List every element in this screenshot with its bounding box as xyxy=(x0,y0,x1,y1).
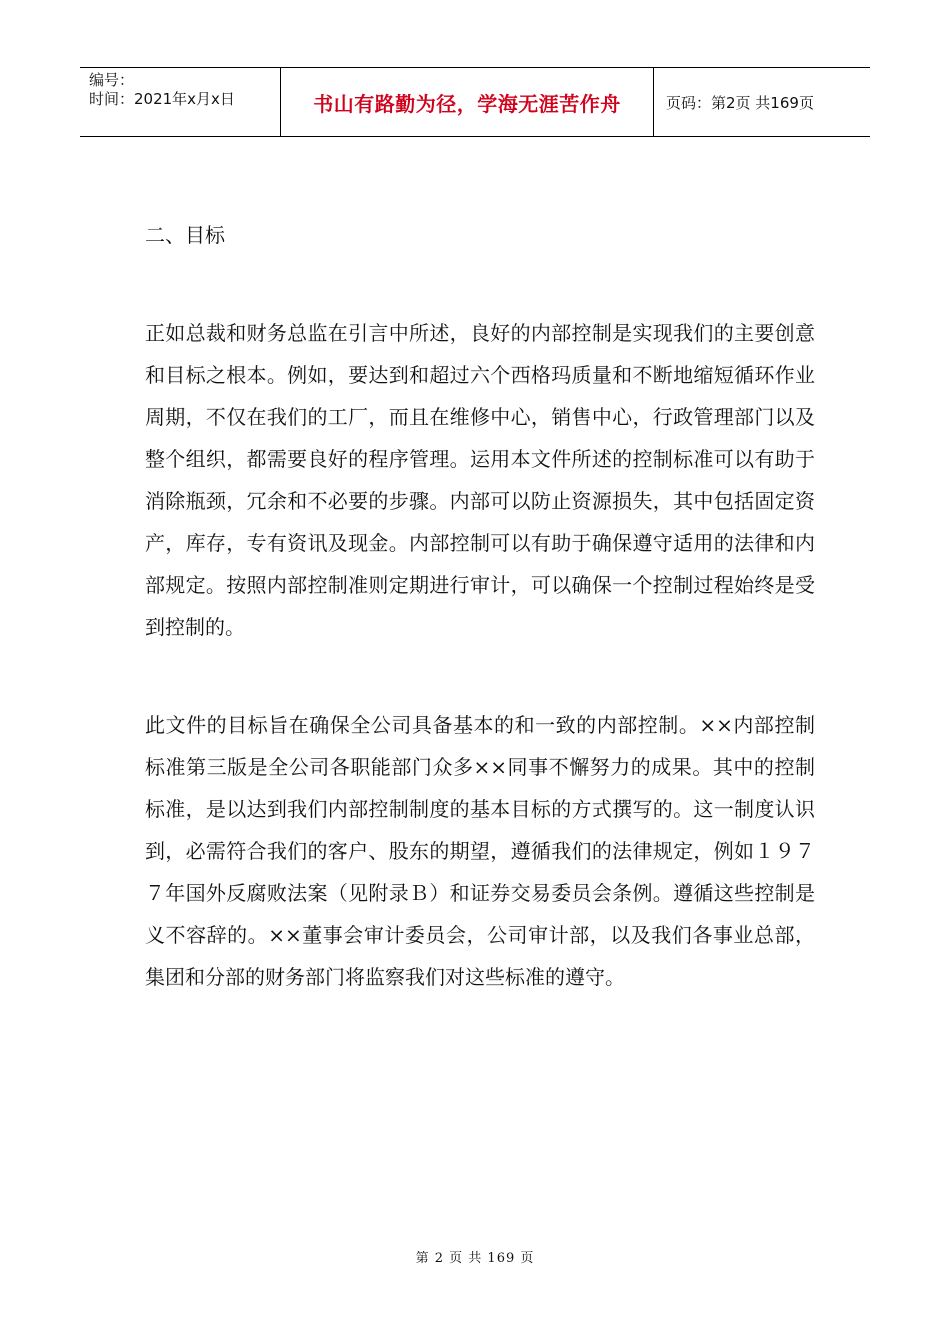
paragraph-2: 此文件的目标旨在确保全公司具备基本的和一致的内部控制。××内部控制标准第三版是全公司各职能部门众多××同事不懈努力的成果。其中的控制标准，是以达到我们内部控制制度的基本目标的方式撰写的。这一制度认识到，必需符合我们的客户、股东的期望，遵循我们的法律规定，例如１９７７年国外反腐败法案（见附录Ｂ）和证券交易委员会条例。遵循这些控制是义不容辞的。××董事会审计委员会，公司审计部，以及我们各事业总部，集团和分部的财务部门将监察我们对这些标准的遵守。 xyxy=(145,713,815,989)
number-label: 编号： xyxy=(89,71,135,89)
header-page-cell xyxy=(654,68,870,136)
page-info: 页码：第2页 共169页 xyxy=(666,93,814,112)
header-meta-cell xyxy=(80,68,281,136)
document-body xyxy=(145,214,815,998)
section-title: 二、目标 xyxy=(145,223,225,247)
motto-text: 书山有路勤为径，学海无涯苦作舟 xyxy=(313,91,621,116)
time-label: 时间：2021年x月x日 xyxy=(89,90,235,108)
page-footer: 第 2 页 共 169 页 xyxy=(415,1251,535,1266)
header-motto-cell xyxy=(281,68,654,136)
paragraph-1: 正如总裁和财务总监在引言中所述，良好的内部控制是实现我们的主要创意和目标之根本。例如，要达到和超过六个西格玛质量和不断地缩短循环作业周期，不仅在我们的工厂，而且在维修中心，销售中心，行政管理部门以及整个组织，都需要良好的程序管理。运用本文件所述的控制标准可以有助于消除瓶颈，冗余和不必要的步骤。内部可以防止资源损失，其中包括固定资产，库存，专有资讯及现金。内部控制可以有助于确保遵守适用的法律和内部规定。按照内部控制准则定期进行审计，可以确保一个控制过程始终是受到控制的。 xyxy=(145,321,815,639)
document-header xyxy=(80,67,870,137)
